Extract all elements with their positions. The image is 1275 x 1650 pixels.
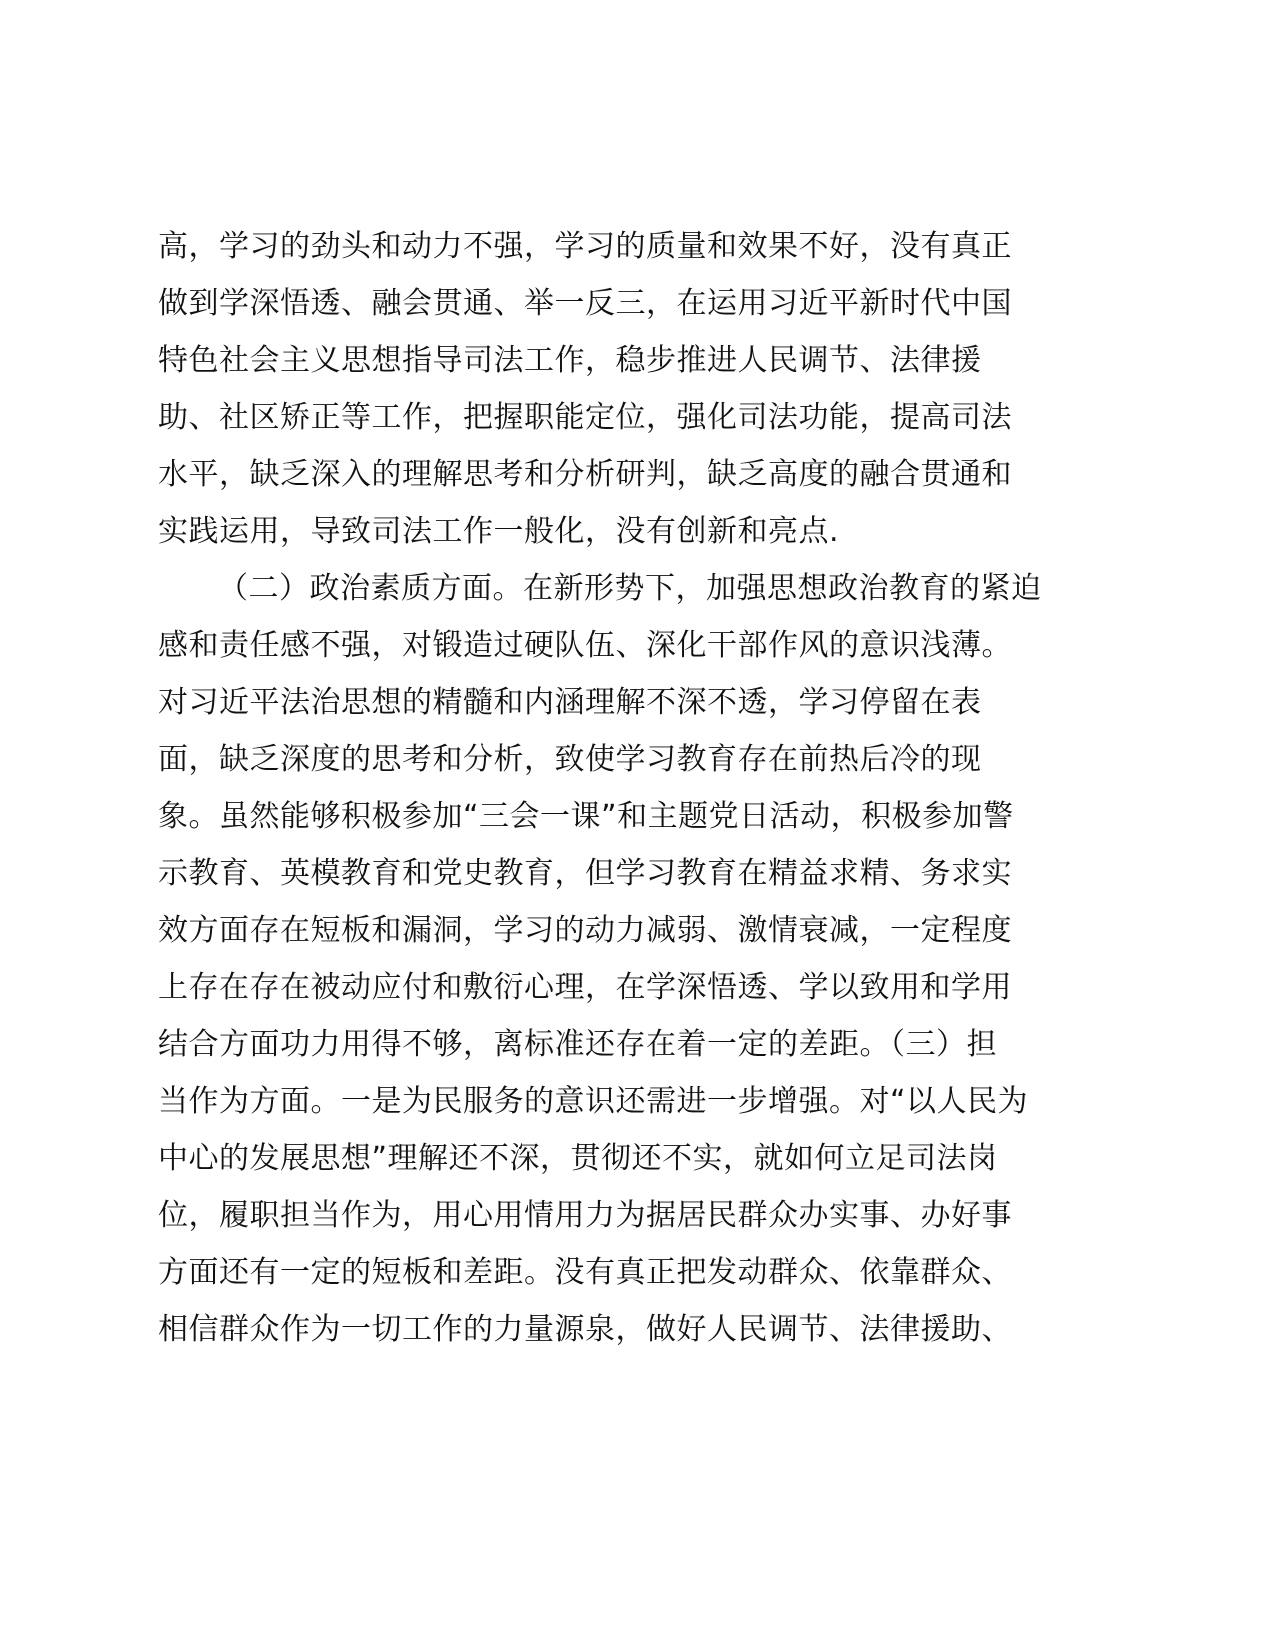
text-line: 相信群众作为一切工作的力量源泉，做好人民调节、法律援助、 bbox=[158, 1312, 1012, 1347]
text-line: 助、社区矫正等工作，把握职能定位，强化司法功能，提高司法 bbox=[158, 400, 1012, 435]
text-line: 方面还有一定的短板和差距。没有真正把发动群众、依靠群众、 bbox=[158, 1255, 1012, 1290]
text-line: 实践运用，导致司法工作一般化，没有创新和亮点. bbox=[158, 514, 840, 549]
text-line: 象。虽然能够积极参加“三会一课”和主题党日活动，积极参加警 bbox=[158, 799, 1014, 834]
text-line: 高，学习的劲头和动力不强，学习的质量和效果不好，没有真正 bbox=[158, 229, 1012, 264]
text-line: 水平，缺乏深入的理解思考和分析研判，缺乏高度的融合贯通和 bbox=[158, 457, 1012, 492]
text-line: 面，缺乏深度的思考和分析，致使学习教育存在前热后冷的现 bbox=[158, 742, 982, 777]
text-line: 做到学深悟透、融会贯通、举一反三，在运用习近平新时代中国 bbox=[158, 286, 1012, 321]
text-line: 结合方面功力用得不够，离标准还存在着一定的差距。（三）担 bbox=[158, 1027, 997, 1062]
section-heading-line: （二）政治素质方面。在新形势下，加强思想政治教育的紧迫 bbox=[218, 571, 1042, 606]
text-line: 上存在存在被动应付和敷衍心理，在学深悟透、学以致用和学用 bbox=[158, 970, 1012, 1005]
text-line: 对习近平法治思想的精髓和内涵理解不深不透，学习停留在表 bbox=[158, 685, 982, 720]
text-line: 中心的发展思想”理解还不深，贯彻还不实，就如何立足司法岗 bbox=[158, 1141, 998, 1176]
text-line: 示教育、英模教育和党史教育，但学习教育在精益求精、务求实 bbox=[158, 856, 1012, 891]
body-text bbox=[158, 218, 1073, 1358]
text-line: 位，履职担当作为，用心用情用力为据居民群众办实事、办好事 bbox=[158, 1198, 1012, 1233]
text-line: 特色社会主义思想指导司法工作，稳步推进人民调节、法律援 bbox=[158, 343, 982, 378]
text-line: 效方面存在短板和漏洞，学习的动力减弱、激情衰减，一定程度 bbox=[158, 913, 1012, 948]
text-line: 感和责任感不强，对锻造过硬队伍、深化干部作风的意识浅薄。 bbox=[158, 628, 1012, 663]
text-line: 当作为方面。一是为民服务的意识还需进一步增强。对“以人民为 bbox=[158, 1084, 1029, 1119]
